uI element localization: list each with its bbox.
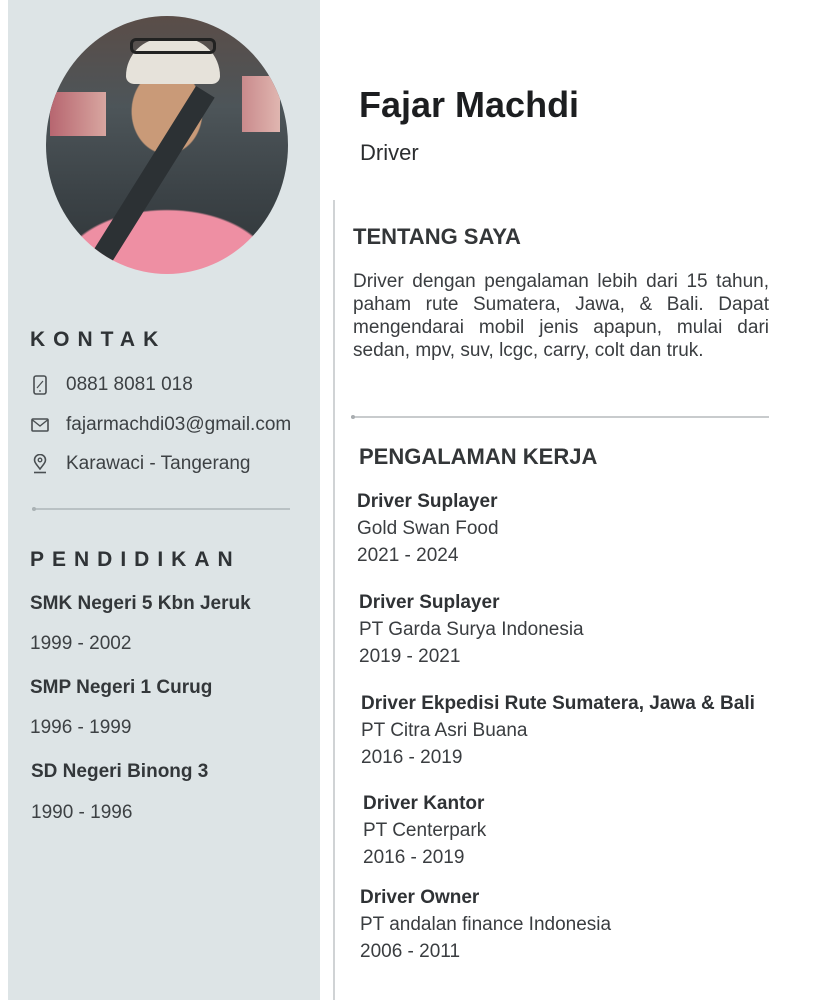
job-title: Driver Kantor [363,793,485,814]
profile-role: Driver [360,140,419,165]
job-company: PT Centerpark [363,820,487,841]
education-years: 1999 - 2002 [30,633,132,654]
profile-name: Fajar Machdi [359,84,580,125]
job-years: 2019 - 2021 [359,646,461,667]
about-text: Driver dengan pengalaman lebih dari 15 tahun, paham rute Sumatera, Jawa, & Bali. Dapat mengendarai mobil jenis apapun, mulai dari sedan, mpv, suv, lcgc, carry, colt dan truk. [353,271,769,361]
column-divider [333,200,335,1000]
job-title: Driver Suplayer [357,491,498,512]
job-company: PT andalan finance Indonesia [360,914,612,935]
job-years: 2016 - 2019 [363,847,465,868]
job-title: Driver Suplayer [359,592,500,613]
contact-heading: KONTAK [30,328,167,351]
experience-item [359,590,584,671]
contact-email-text[interactable]: fajarmachdi03@gmail.com [66,414,292,435]
education-school: SMK Negeri 5 Kbn Jeruk [30,593,251,614]
contact-email [30,413,291,437]
job-company: PT Citra Asri Buana [361,720,528,741]
mail-icon [30,415,50,435]
education-school: SD Negeri Binong 3 [31,761,209,782]
education-years: 1990 - 1996 [31,802,133,823]
contact-phone-text[interactable]: 0881 8081 018 [66,374,193,395]
experience-item [361,691,755,772]
job-years: 2016 - 2019 [361,747,463,768]
experience-heading: PENGALAMAN KERJA [359,444,598,469]
job-company: PT Garda Surya Indonesia [359,619,584,640]
photo-background-window [50,92,106,136]
sidebar-divider [32,508,290,510]
education-years: 1996 - 1999 [30,717,132,738]
education-school: SMP Negeri 1 Curug [30,677,213,698]
photo-background-window [242,76,280,132]
job-title: Driver Owner [360,887,480,908]
section-divider [351,416,769,418]
contact-phone [30,373,193,397]
job-years: 2006 - 2011 [360,941,461,962]
location-pin-icon [30,454,50,474]
phone-icon [30,375,50,395]
job-company: Gold Swan Food [357,518,499,539]
photo-glasses [130,38,216,54]
experience-item [363,791,486,872]
education-heading: PENDIDIKAN [30,548,241,571]
about-heading: TENTANG SAYA [353,224,521,249]
job-title: Driver Ekpedisi Rute Sumatera, Jawa & Bali [361,693,755,714]
job-years: 2021 - 2024 [357,545,459,566]
contact-location-text: Karawaci - Tangerang [66,453,251,474]
experience-item [357,489,499,570]
profile-photo [46,16,288,274]
contact-location [30,452,250,476]
experience-item [360,885,611,966]
